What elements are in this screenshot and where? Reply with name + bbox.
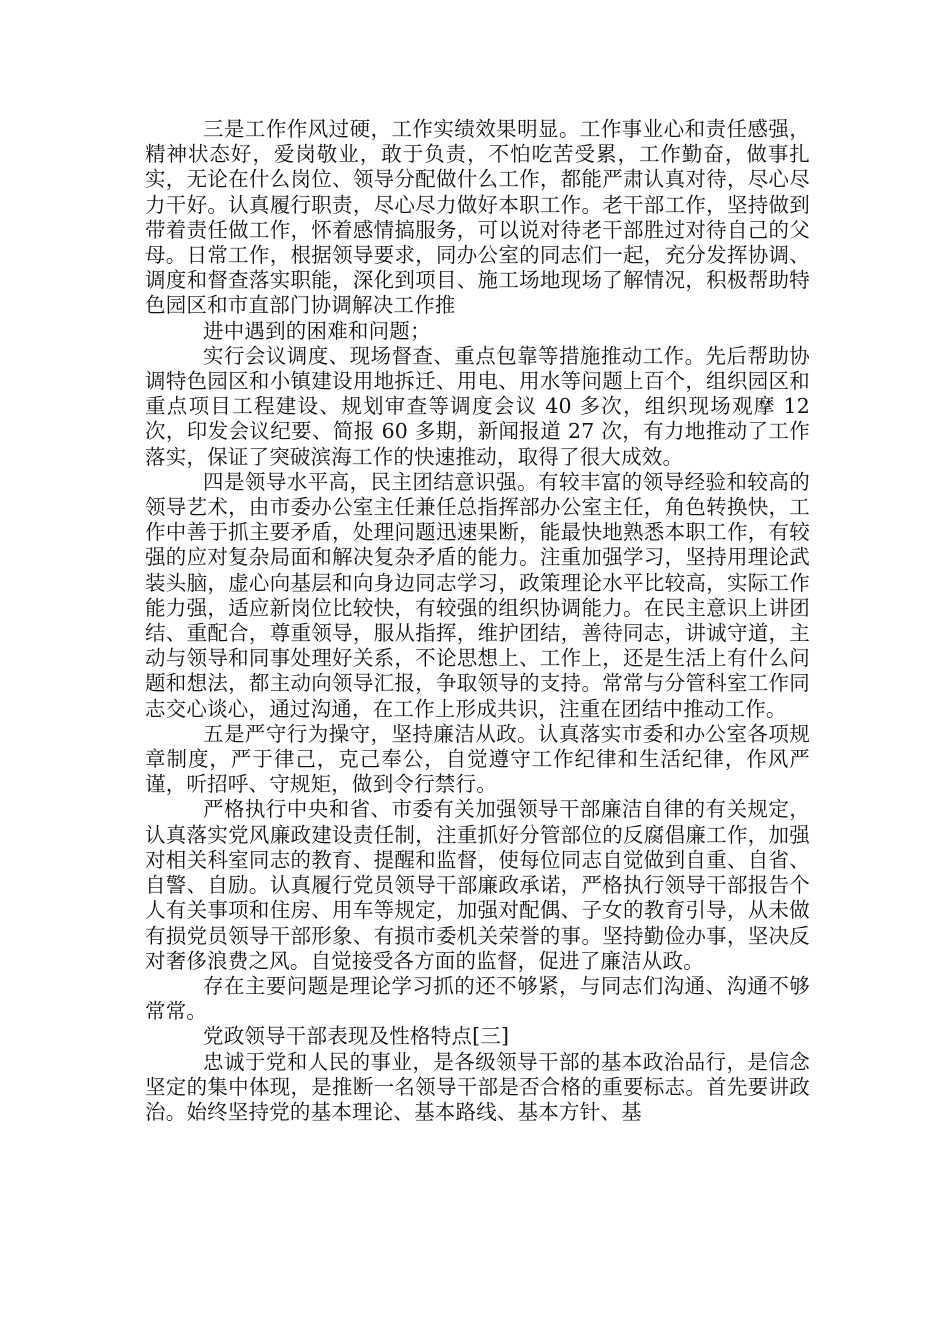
section-heading: 党政领导干部表现及性格特点[三] [203, 1024, 510, 1049]
document-body [145, 117, 810, 1125]
paragraph: 四是领导水平高，民主团结意识强。有较丰富的领导经验和较高的领导艺术，由市委办公室主任兼任总指挥部办公室主任，角色转换快，工作中善于抓主要矛盾，处理问题迅速果断，能最快地熟悉本职工作，有较强的应对复杂局面和解决复杂矛盾的能力。注重加强学习，坚持用理论武装头脑，虚心向基层和向身边同志学习，政策理论水平比较高，实际工作能力强，适应新岗位比较快，有较强的组织协调能力。在民主意识上讲团结、重配合，尊重领导，服从指挥，维护团结，善待同志，讲诚守道，主动与领导和同事处理好关系，不论思想上、工作上，还是生活上有什么问题和想法，都主动向领导汇报，争取领导的支持。常常与分管科室工作同志交心谈心，通过沟通，在工作上形成共识，注重在团结中推动工作。 [145, 469, 810, 721]
paragraph: 进中遇到的困难和问题； [203, 318, 431, 343]
paragraph: 严格执行中央和省、市委有关加强领导干部廉洁自律的有关规定，认真落实党风廉政建设责任制，注重抓好分管部位的反腐倡廉工作，加强对相关科室同志的教育、提醒和监督，使每位同志自觉做到自重、自省、自警、自励。认真履行党员领导干部廉政承诺，严格执行领导干部报告个人有关事项和住房、用车等规定，加强对配偶、子女的教育引导，从未做有损党员领导干部形象、有损市委机关荣誉的事。坚持勤俭办事，坚决反对奢侈浪费之风。自觉接受各方面的监督，促进了廉洁从政。 [145, 797, 810, 973]
paragraph: 实行会议调度、现场督查、重点包靠等措施推动工作。先后帮助协调特色园区和小镇建设用地拆迁、用电、用水等问题上百个，组织园区和重点项目工程建设、规划审查等调度会议 40 多次，组织现场观摩 12 次，印发会议纪要、简报 60 多期，新闻报道 27 次，有力地推动了工作落实，保证了突破滨海工作的快速推动，取得了很大成效。 [145, 343, 810, 469]
paragraph: 存在主要问题是理论学习抓的还不够紧，与同志们沟通、沟通不够常常。 [145, 973, 810, 1024]
paragraph: 三是工作作风过硬，工作实绩效果明显。工作事业心和责任感强，精神状态好，爱岗敬业，敢于负责，不怕吃苦受累，工作勤奋，做事扎实，无论在什么岗位、领导分配做什么工作，都能严肃认真对待，尽心尽力干好。认真履行职责，尽心尽力做好本职工作。老干部工作，坚持做到带着责任做工作，怀着感情搞服务，可以说对待老干部胜过对待自己的父母。日常工作，根据领导要求，同办公室的同志们一起，充分发挥协调、调度和督查落实职能，深化到项目、施工场地现场了解情况，积极帮助特色园区和市直部门协调解决工作推 [145, 117, 810, 318]
paragraph: 五是严守行为操守，坚持廉洁从政。认真落实市委和办公室各项规章制度，严于律己，克己奉公，自觉遵守工作纪律和生活纪律，作风严谨，听招呼、守规矩，做到令行禁行。 [145, 721, 810, 797]
paragraph: 忠诚于党和人民的事业，是各级领导干部的基本政治品行，是信念坚定的集中体现，是推断一名领导干部是否合格的重要标志。首先要讲政治。始终坚持党的基本理论、基本路线、基本方针、基 [145, 1049, 810, 1124]
